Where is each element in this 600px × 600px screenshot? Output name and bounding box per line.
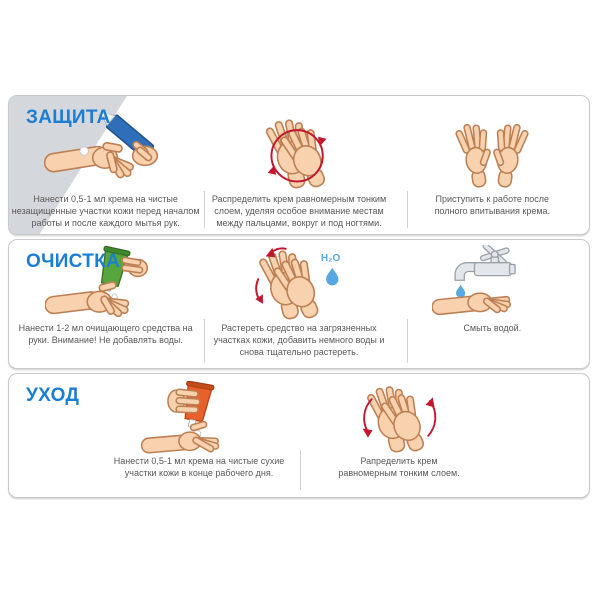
step-rinse [396,240,589,368]
section-title-protection: ЗАЩИТА [26,107,111,128]
icon-box [437,112,547,192]
section-protection [8,95,590,235]
step-spread-care-cream [299,374,499,497]
section-care [8,373,590,498]
h2o-label: H₂O [320,253,341,265]
care-steps-row [9,374,589,497]
raised-hands-icon [437,115,547,189]
caption-divider [300,450,301,490]
caption-divider [407,191,408,228]
step-caption: Нанести 0,5-1 мл крема на чистые незащищенные участки кожи перед началом работы и после каждого мытья рук. [11,194,200,228]
caption-divider [204,191,205,228]
step-caption: Растереть средство на загрязненных участках кожи, добавить немного воды и снова тщательно растереть. [213,323,385,357]
step-spread-cream [202,96,395,234]
caption-divider [204,319,205,363]
step-caption: Распределить крем равномерным тонким слоем, уделяя особое внимание местам между пальцами, вокруг и под ногтями. [211,194,387,228]
step-caption: Смыть водой. [463,323,522,333]
section-cleaning [8,239,590,369]
caption-divider [407,319,408,363]
step-caption: Нанести 1-2 мл очищающего средства на руки. Внимание! Не добавлять воды. [18,323,193,345]
icon-box [242,112,356,192]
step-caption: Приступить к работе после полного впитывания крема. [434,194,551,216]
icon-box [432,245,552,321]
hands-rubbing-circle-arrow-icon [242,114,356,190]
water-drop-icon [326,268,338,286]
icon-box [342,381,456,454]
section-title-care: УХОД [26,385,80,406]
step-caption: Нанести 0,5-1 мл крема на чистые сухие участки кожи в конце рабочего дня. [113,456,285,478]
step-rub-add-water [202,240,395,368]
orange-cream-tube-on-hand-icon [138,381,260,454]
step-apply-care-cream [99,374,299,497]
icon-box [237,245,361,321]
faucet-rinse-hand-icon [432,245,552,321]
hands-rubbing-arc-arrows-icon [342,381,456,454]
hands-rubbing-water-icon [237,245,361,321]
section-title-cleaning: ОЧИСТКА [26,251,121,272]
step-caption: Рапределить крем равномерным тонким слоем. [338,456,460,478]
icon-box [138,381,260,454]
water-drop-icon [456,285,465,298]
step-start-work [396,96,589,234]
